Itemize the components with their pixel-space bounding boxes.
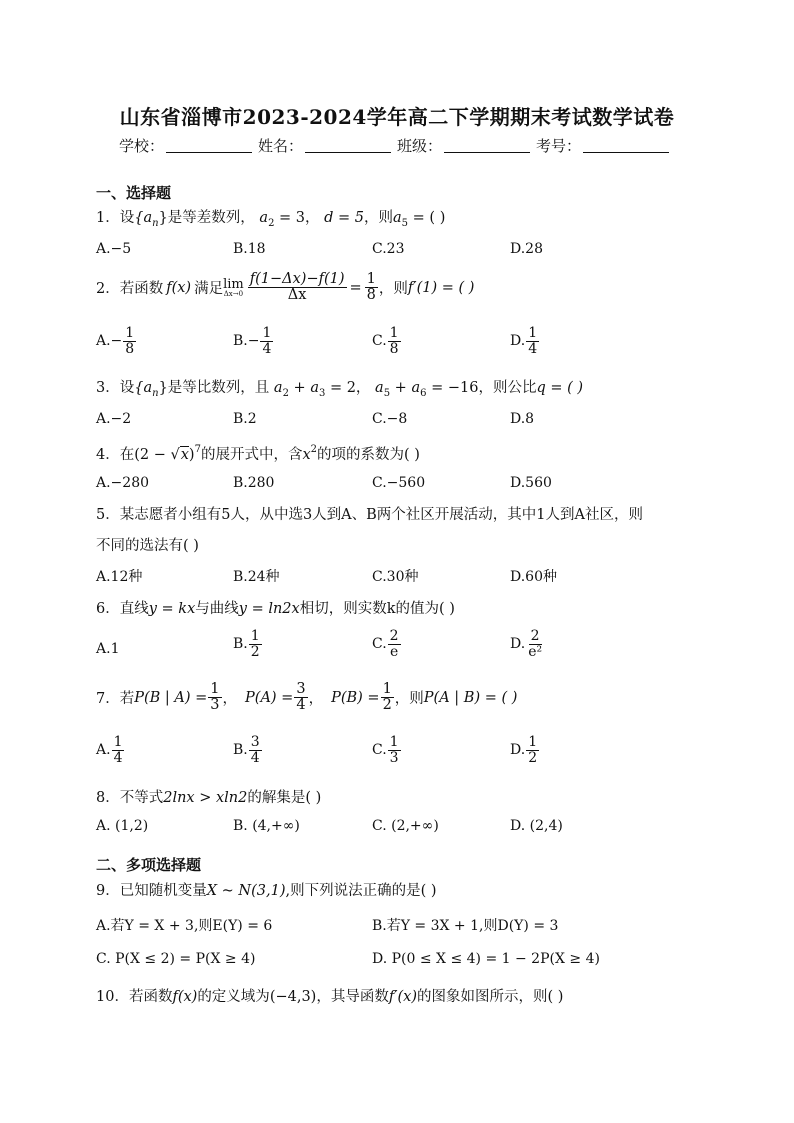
q1-option-a[interactable]: A.−5 [96,241,132,257]
q9-option-a[interactable]: A.若Y = X + 3,则E(Y) = 6 [96,918,273,934]
q5-option-c[interactable]: C.30种 [372,569,419,585]
q2-option-c[interactable]: C. $\frac{1}{8}$ [372,325,399,357]
page-title: 山东省淄博市2023-2024学年高二下学期期末考试数学试卷 [119,105,675,129]
q2-option-a[interactable]: A.− $\frac{1}{8}$ [96,325,135,357]
q1-option-b[interactable]: B.18 [233,241,266,257]
class-label: 班级： [397,137,443,155]
question-6: 6．直线y = kx与曲线y = ln2x相切，则实数k的值为( ) [96,601,455,617]
q4-option-a[interactable]: A.−280 [96,475,150,491]
q8-option-c[interactable]: C. (2,+∞) [372,818,439,834]
q2-mid: 满足 [194,281,224,298]
question-2 [96,272,474,303]
q2-limit: lim Δx→0 [223,276,244,298]
q4-option-c[interactable]: C.−560 [372,475,426,491]
number-blank[interactable] [583,138,669,153]
q8-option-d[interactable]: D. (2,4) [510,818,563,834]
question-1: 1．设$\{a_n\}$是等差数列， $a_2 = 3$， d = 5，则$a_5$ = ( ) [96,210,446,229]
question-8: 8．不等式2lnx > xln2的解集是( ) [96,790,322,806]
school-blank[interactable] [166,138,252,153]
q6-option-b[interactable]: B. $\frac{1}{2}$ [233,628,260,660]
q9-option-b[interactable]: B.若Y = 3X + 1,则D(Y) = 3 [372,918,559,934]
q8-option-a[interactable]: A. (1,2) [96,818,149,834]
q7-option-d[interactable]: D. $\frac{1}{2}$ [510,734,538,766]
q1-a5-sub: 5 [401,218,409,229]
q1-eq: = [412,210,425,226]
q5-option-a[interactable]: A.12种 [96,569,143,585]
q3-option-a[interactable]: A.−2 [96,411,132,427]
q1-option-c[interactable]: C.23 [372,241,405,257]
q1-eq2: d = 5 [324,210,365,226]
q1-a2: a [259,210,269,226]
q2-fraction: $\frac{1}{8}$ [366,271,376,304]
question-10: 10．若函数f(x)的定义域为(−4,3)，其导函数f′(x)的图象如图所示，则( ) [96,989,564,1005]
name-label: 姓名： [257,137,303,155]
q6-option-c[interactable]: C. $\frac{2}{e}$ [372,628,399,660]
number-label: 考号： [536,137,582,155]
question-7: 7．若 P(B | A) = $\frac{1}{3}$ ， P(A) = $\frac{3}{4}$ ， P(B) = $\frac{1}{2}$ ，则 P(A | B) = ( ) [96,681,518,714]
q7-option-b[interactable]: B. $\frac{3}{4}$ [233,734,260,766]
q5-option-d[interactable]: D.60种 [510,569,557,585]
q3-option-b[interactable]: B.2 [233,411,257,427]
q1-tail: ，则 [364,210,394,226]
q6-option-d[interactable]: D. $\frac{2}{\text{e²}}$ [510,628,543,660]
section-2-heading: 二、多项选择题 [96,856,202,874]
q2-difference-quotient: $\frac{f(1-\Delta x)-f(1)}{\Delta x}$ [249,271,345,304]
q8-option-b[interactable]: B. (4,+∞) [233,818,300,834]
q1-eq1: = 3， [279,210,320,226]
q7-option-a[interactable]: A. $\frac{1}{4}$ [96,734,123,766]
q2-number: 2．若函数 [96,281,164,298]
q2-f: f(x) [166,279,192,296]
q3-option-d[interactable]: D.8 [510,411,535,427]
q1-seq: {a [134,210,153,226]
q1-option-d[interactable]: D.28 [510,241,543,257]
q1-a2-sub: 2 [268,218,275,229]
q2-option-d[interactable]: D. $\frac{1}{4}$ [510,325,538,357]
section-1-heading: 一、选择题 [96,184,172,202]
school-label: 学校： [118,137,164,155]
student-info-line [0,135,794,156]
question-3: 3．设$\{a_n\}$是等比数列，且 $a_2 + a_3 = 2$， $a_5 + a_6 = -16$，则公比q = ( ) [96,380,584,399]
q1-a5: a [393,210,402,226]
name-blank[interactable] [305,138,391,153]
q1-paren: ( ) [429,210,446,226]
question-5-line-2: 不同的选法有( ) [96,538,199,554]
q1-number: 1．设 [96,210,135,226]
q2-eq: = [349,279,362,296]
q1-mid: 是等差数列， [167,210,255,226]
q2-tail: ，则 [378,281,408,298]
question-9: 9．已知随机变量X ~ N(3,1),则下列说法正确的是( ) [96,883,437,899]
q9-option-c[interactable]: C. P(X ≤ 2) = P(X ≥ 4) [96,951,256,967]
q7-option-c[interactable]: C. $\frac{1}{3}$ [372,734,399,766]
q3-option-c[interactable]: C.−8 [372,411,408,427]
q4-option-b[interactable]: B.280 [233,475,275,491]
q5-option-b[interactable]: B.24种 [233,569,280,585]
q4-option-d[interactable]: D.560 [510,475,552,491]
q1-sub-n: n [152,218,159,229]
class-blank[interactable] [444,138,530,153]
q2-fprime: f′(1) = ( ) [407,279,475,296]
question-5-line-1: 5．某志愿者小组有5人，从中选3人到A、B两个社区开展活动，其中1人到A社区，则 [96,507,643,523]
question-4: 4．在$(2 - √x)^7$的展开式中，含$x^2$的项的系数为( ) [96,444,420,463]
q9-option-d[interactable]: D. P(0 ≤ X ≤ 4) = 1 − 2P(X ≥ 4) [372,951,600,967]
q6-option-a[interactable]: A.1 [96,641,120,657]
q2-option-b[interactable]: B.− $\frac{1}{4}$ [233,325,272,357]
